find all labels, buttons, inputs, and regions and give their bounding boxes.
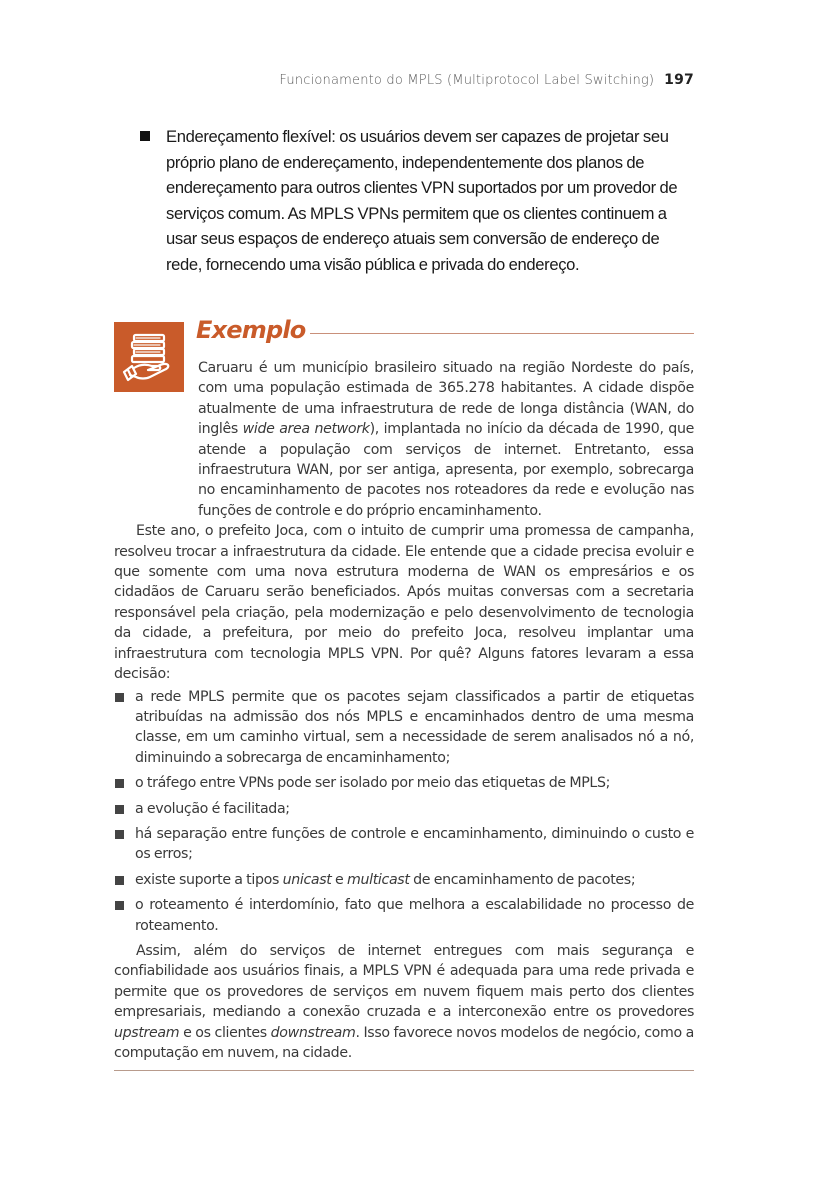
list-item-text: a evolução é facilitada; [135, 800, 290, 817]
list-item [114, 895, 694, 936]
example-bottom-rule [114, 1070, 694, 1071]
example-title-rule [310, 333, 694, 334]
square-bullet-icon [115, 901, 124, 910]
list-item [114, 799, 694, 819]
list-item-text: a rede MPLS permite que os pacotes sejam classificados a partir de etiquetas atribuídas na admissão dos nós MPLS e encaminhados dentro de uma mesma classe, em um caminho virtual, sem a necessidade de serem analisados nó a nó, diminuindo a sobrecarga de encaminhamento; [135, 688, 694, 766]
page-number: 197 [664, 72, 694, 88]
square-bullet-icon [115, 830, 124, 839]
example-title: Exemplo [196, 316, 306, 344]
text-run: e os clientes [179, 1024, 271, 1041]
running-head [279, 72, 694, 88]
list-item-text: o tráfego entre VPNs pode ser isolado por meio das etiquetas de MPLS; [135, 775, 611, 792]
text-run: . Isso favorece novos modelos de negócio, como a computação em nuvem, na cidade. [114, 1024, 694, 1061]
example-body [114, 358, 694, 1063]
square-bullet-icon [115, 779, 124, 788]
italic-term: upstream [114, 1024, 180, 1041]
text-run: Assim, além do serviços de internet entregues com mais segurança e confiabilidade aos usuários finais, a MPLS VPN é adequada para uma rede privada e permite que os provedores de serviços em nuvem fiquem mais perto dos clientes empresariais, mediando a conexão cruzada e a interconexão entre os provedores [114, 942, 694, 1021]
list-item-text: Endereçamento flexível: os usuários devem ser capazes de projetar seu próprio plano de endereçamento, independentemente dos planos de endereçamento para outros clientes VPN suportados por um provedor de serviços comum. As MPLS VPNs permitem que os clientes continuem a usar seus espaços de endereço atuais sem conversão de endereço de rede, fornecendo uma visão pública e privada do endereço. [166, 127, 678, 274]
square-bullet-icon [140, 131, 150, 141]
square-bullet-icon [115, 876, 124, 885]
italic-term: downstream [270, 1024, 356, 1041]
list-item-text: o roteamento é interdomínio, fato que melhora a escalabilidade no processo de roteamento. [135, 897, 694, 934]
list-item [114, 824, 694, 865]
list-item [114, 870, 694, 890]
italic-term: unicast [282, 871, 332, 888]
list-item [114, 687, 694, 769]
text-run: ), implantada no início da década de 1990, que atende a população com serviços de internet. Entretanto, essa infraestrutura WAN, por ser antiga, apresenta, por exemplo, sobrecarga no encaminhamento de pacotes nos roteadores da rede e evolução nas funções de controle e do próprio encaminhamento. [198, 421, 694, 519]
italic-term: multicast [347, 871, 410, 888]
text-run: existe suporte a tipos [135, 871, 283, 888]
example-paragraph-1 [114, 358, 694, 521]
square-bullet-icon [115, 693, 124, 702]
intro-bullet-list [140, 124, 696, 278]
example-paragraph-2: Este ano, o prefeito Joca, com o intuito de cumprir uma promessa de campanha, resolveu trocar a infraestrutura da cidade. Ele entende que a cidade precisa evoluir e que somente com uma nova estrutura moderna de WAN os empresários e os cidadãos de Caruaru serão beneficiados. Após muitas conversas com a secretaria responsável pela criação, pela modernização e pelo desenvolvimento de tecnologia da cidade, a prefeitura, por meio do prefeito Joca, resolveu implantar uma infraestrutura com tecnologia MPLS VPN. Por quê? Alguns fatores levaram a essa decisão: [114, 523, 694, 683]
text-run: e [331, 871, 347, 888]
list-item [114, 773, 694, 793]
italic-term: wide area network [242, 421, 370, 438]
text-run: de encaminhamento de pacotes; [409, 871, 636, 888]
text-run: Caruaru é um município brasileiro situado na região Nordeste do país, com uma população estimada de 365.278 habitantes. A cidade dispõe atualmente de uma infraestrutura de rede de longa distância (WAN, do inglês [198, 360, 694, 438]
running-head-title: Funcionamento do MPLS (Multiprotocol Label Switching) [279, 73, 655, 88]
list-item-text: há separação entre funções de controle e encaminhamento, diminuindo o custo e os erros; [135, 825, 694, 863]
square-bullet-icon [115, 805, 124, 814]
example-paragraph-3 [114, 941, 694, 1063]
factors-list [114, 687, 694, 936]
list-item [140, 124, 696, 278]
